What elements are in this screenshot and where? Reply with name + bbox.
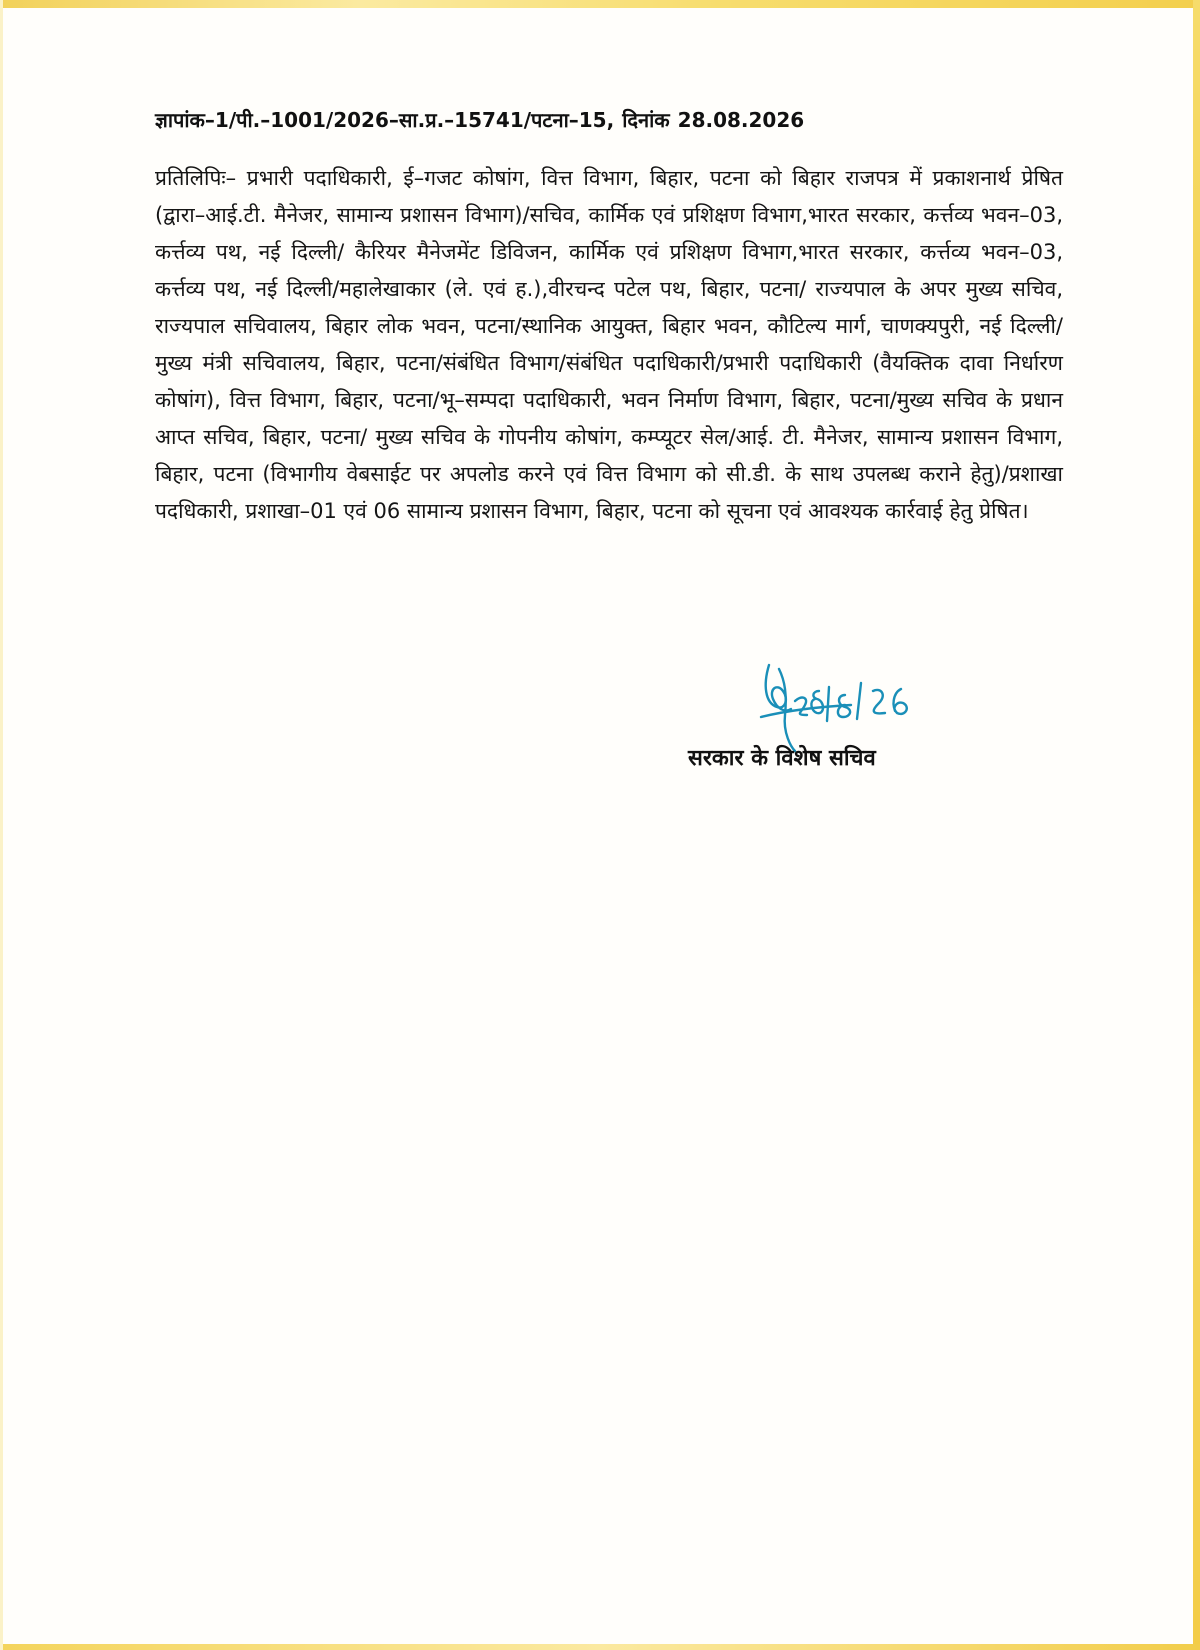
memo-reference-line bbox=[155, 106, 1035, 133]
handwritten-signature bbox=[755, 655, 955, 755]
memo-date-label: दिनांक bbox=[622, 108, 670, 132]
designation-title: सरकार के विशेष सचिव bbox=[688, 746, 876, 771]
memo-date: 28.08.2026 bbox=[677, 108, 805, 132]
memo-reference-number: ज्ञापांक–1/पी.–1001/2026–सा.प्र.–15741/पटना–15, bbox=[155, 108, 615, 132]
paper-edge-right bbox=[1193, 0, 1200, 1650]
paper-edge-top bbox=[0, 0, 1200, 8]
paper-edge-left bbox=[0, 0, 3, 1650]
paper-edge-bottom bbox=[0, 1644, 1200, 1650]
copy-to-paragraph: प्रतिलिपिः– प्रभारी पदाधिकारी, ई–गजट कोषांग, वित्त विभाग, बिहार, पटना को बिहार राजपत्र में प्रकाशनार्थ प्रेषित (द्वारा–आई.टी. मैनेजर, सामान्य प्रशासन विभाग)/सचिव, कार्मिक एवं प्रशिक्षण विभाग,भारत सरकार, कर्त्तव्य भवन–03, कर्त्तव्य पथ, नई दिल्ली/ कैरियर मैनेजमेंट डिविजन, कार्मिक एवं प्रशिक्षण विभाग,भारत सरकार, कर्त्तव्य भवन–03, कर्त्तव्य पथ, नई दिल्ली/महालेखाकार (ले. एवं ह.),वीरचन्द पटेल पथ, बिहार, पटना/ राज्यपाल के अपर मुख्य सचिव, राज्यपाल सचिवालय, बिहार लोक भवन, पटना/स्थानिक आयुक्त, बिहार भवन, कौटिल्य मार्ग, चाणक्यपुरी, नई दिल्ली/मुख्य मंत्री सचिवालय, बिहार, पटना/संबंधित विभाग/संबंधित पदाधिकारी/प्रभारी पदाधिकारी (वैयक्तिक दावा निर्धारण कोषांग), वित्त विभाग, बिहार, पटना/भू–सम्पदा पदाधिकारी, भवन निर्माण विभाग, बिहार, पटना/मुख्य सचिव के प्रधान आप्त सचिव, बिहार, पटना/ मुख्य सचिव के गोपनीय कोषांग, कम्प्यूटर सेल/आई. टी. मैनेजर, सामान्य प्रशासन विभाग, बिहार, पटना (विभागीय वेबसाईट पर अपलोड करने एवं वित्त विभाग को सी.डी. के साथ उपलब्ध कराने हेतु)/प्रशाखा पदधिकारी, प्रशाखा–01 एवं 06 सामान्य प्रशासन विभाग, बिहार, पटना को सूचना एवं आवश्यक कार्रवाई हेतु प्रेषित। bbox=[155, 166, 1063, 523]
